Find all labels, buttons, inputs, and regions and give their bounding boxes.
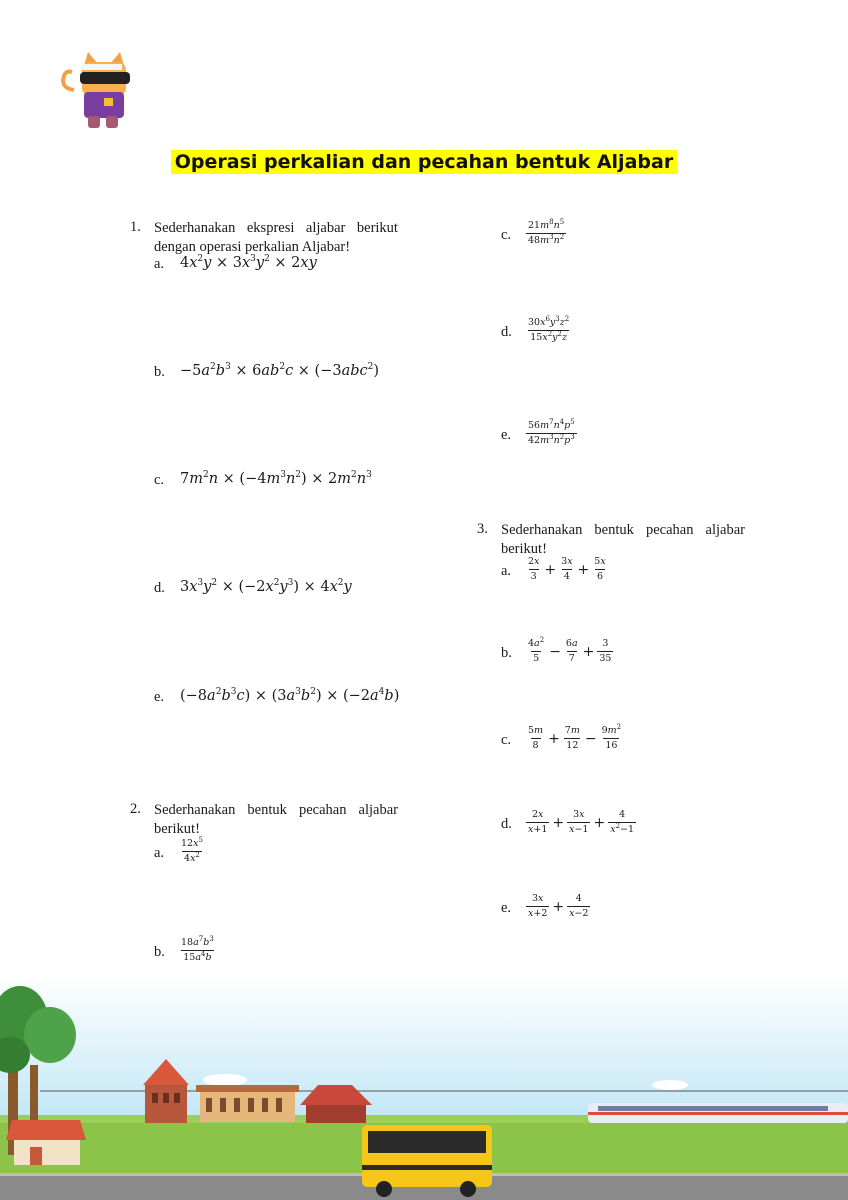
train-icon bbox=[588, 1103, 848, 1123]
city-scene-illustration bbox=[0, 975, 848, 1200]
q3-item-a-label: a. bbox=[501, 563, 512, 579]
q3-item-c-label: c. bbox=[501, 732, 512, 748]
q3-item-e-label: e. bbox=[501, 900, 512, 916]
q1-item-d-expression: $3x^3y^2 \times (-2x^2y^3) \times 4x^2y$ bbox=[180, 578, 352, 595]
q1-item-b-expression: $-5a^2b^3 \times 6ab^2c \times (-3abc^2)$ bbox=[180, 362, 380, 379]
q3-item-d-label: d. bbox=[501, 816, 512, 832]
q1-item-e-expression: $(-8a^2b^3c) \times (3a^3b^2) \times (-2a^4b)$ bbox=[180, 687, 400, 704]
q2-item-b-expression: $\frac{18a^7b^3}{15a^4b}$ bbox=[181, 934, 214, 963]
q2-item-c-label: c. bbox=[501, 227, 512, 243]
q1-item-a-label: a. bbox=[154, 256, 165, 272]
q2-item-a-label: a. bbox=[154, 845, 165, 861]
q3-item-c-expression: $\frac{5m}{8}$ + $\frac{7m}{12}$ − $\frac{9m^2}{16}$ bbox=[528, 722, 622, 751]
q3-item-e-expression: $\frac{3x}{x+2}$ + $\frac{4}{x-2}$ bbox=[528, 893, 589, 919]
q3-item-d-expression: $\frac{2x}{x+1}$ + $\frac{3x}{x-1}$ + $\frac{4}{x^2-1}$ bbox=[528, 809, 635, 835]
q3-item-b-label: b. bbox=[501, 645, 512, 661]
q1-item-a-expression: $4x^2y \times 3x^3y^2 \times 2xy$ bbox=[180, 254, 317, 271]
q2-item-d-label: d. bbox=[501, 324, 512, 340]
q2-item-d-expression: $\frac{30x^6y^3z^2}{15x^2y^2z}$ bbox=[528, 314, 570, 343]
bus-icon bbox=[362, 1125, 492, 1197]
q1-number: 1. bbox=[130, 219, 141, 235]
q1-item-c-label: c. bbox=[154, 472, 165, 488]
q1-item-c-expression: $7m^2n \times (-4m^3n^2) \times 2m^2n^3$ bbox=[180, 470, 372, 487]
q3-item-a-expression: $\frac{2x}{3}$ + $\frac{3x}{4}$ + $\frac{5x}{6}$ bbox=[528, 556, 606, 582]
q1-item-b-label: b. bbox=[154, 364, 165, 380]
q1-item-d-label: d. bbox=[154, 580, 165, 596]
q2-item-e-label: e. bbox=[501, 427, 512, 443]
q1-item-e-label: e. bbox=[154, 689, 165, 705]
q2-item-c-expression: $\frac{21m^8n^5}{48m^3n^2}$ bbox=[528, 217, 565, 246]
q3-item-b-expression: $\frac{4a^2}{5}$ − $\frac{6a}{7}$ + $\frac{3}{35}$ bbox=[528, 635, 612, 664]
page-title: Operasi perkalian dan pecahan bentuk Aljabar bbox=[171, 150, 677, 174]
q3-instruction: Sederhanakan bentuk pecahan aljabar berikut! bbox=[501, 522, 745, 557]
q3-number: 3. bbox=[477, 521, 488, 537]
q2-item-a-expression: $\frac{12x^5}{4x^2}$ bbox=[181, 835, 203, 864]
long-building-icon bbox=[196, 1085, 299, 1122]
q2-item-e-expression: $\frac{56m^7n^4p^5}{42m^3n^2p^3}$ bbox=[528, 417, 575, 446]
q2-instruction: Sederhanakan bentuk pecahan aljabar berikut! bbox=[154, 802, 398, 837]
q2-item-b-label: b. bbox=[154, 944, 165, 960]
q2-number: 2. bbox=[130, 801, 141, 817]
q1-instruction: Sederhanakan ekspresi aljabar berikut dengan operasi perkalian Aljabar! bbox=[154, 220, 398, 255]
cat-mascot-logo bbox=[54, 50, 150, 138]
house-icon bbox=[6, 1120, 86, 1165]
